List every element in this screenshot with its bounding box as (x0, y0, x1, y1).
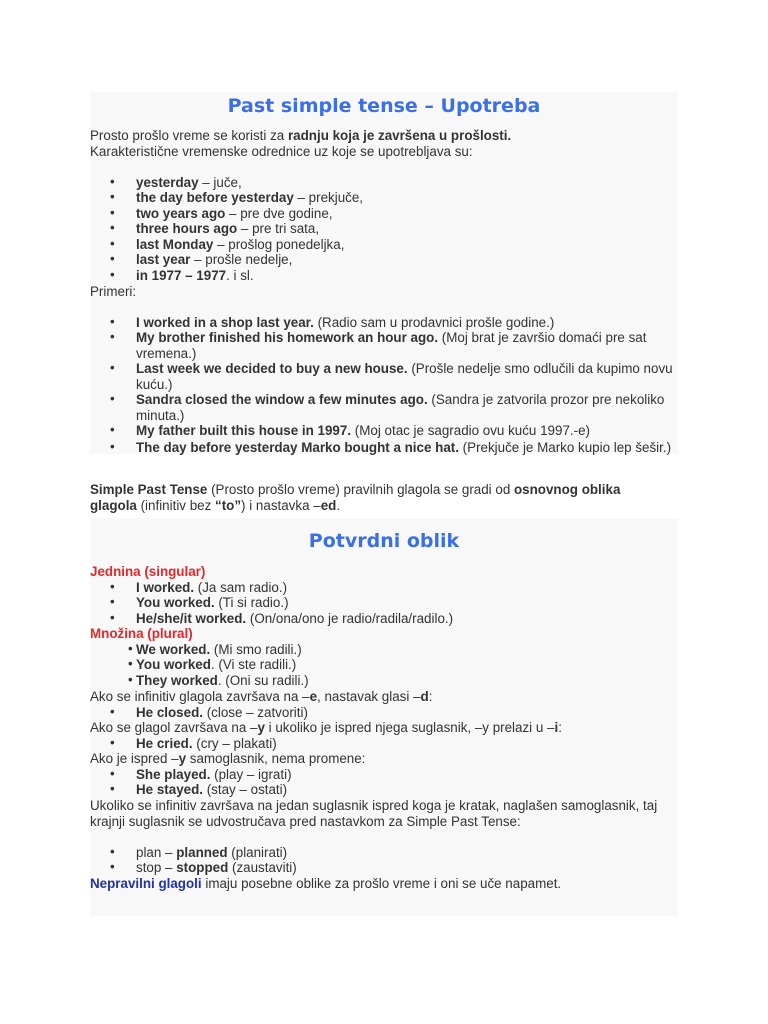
list-item: two years ago – pre dve godine, (136, 206, 333, 221)
section-title-affirmative: Potvrdni oblik (308, 530, 460, 552)
list-item: the day before yesterday – prekjuče, (136, 190, 364, 205)
bullet: • (110, 314, 115, 329)
list-item: in 1977 – 1977. i sl. (136, 268, 254, 283)
bullet: • (128, 656, 133, 671)
rule-double-line-2: krajnji suglasnik se udvostručava pred nastavkom za Simple Past Tense: (90, 814, 521, 829)
bullet: • (110, 704, 115, 719)
bullet: • (110, 267, 115, 282)
plural-label: Množina (plural) (90, 626, 193, 641)
list-item: last Monday – prošlog ponedeljka, (136, 237, 345, 252)
list-item: I worked in a shop last year. (Radio sam u prodavnici prošle godine.) (136, 315, 555, 330)
bullet: • (110, 594, 115, 609)
intro-line-1: Prosto prošlo vreme se koristi za radnju koja je završena u prošlosti. (90, 128, 512, 143)
bullet: • (110, 766, 115, 781)
list-item: Last week we decided to buy a new house. (Prošle nedelje smo odlučili da kupimo novu kuću.) (136, 361, 673, 392)
bullet: • (128, 641, 133, 656)
rule-double-line-1: Ukoliko se infinitiv završava na jedan suglasnik ispred koga je kratak, naglašen samoglasnik, taj (90, 798, 658, 813)
list-item: He stayed. (stay – ostati) (136, 782, 288, 797)
bullet: • (110, 329, 115, 344)
list-item: last year – prošle nedelje, (136, 252, 293, 267)
bullet: • (110, 251, 115, 266)
bullet: • (110, 610, 115, 625)
list-item: plan – planned (planirati) (136, 845, 288, 860)
section-title-usage: Past simple tense – Upotreba (227, 95, 541, 117)
bullet: • (128, 672, 133, 687)
bullet: • (110, 579, 115, 594)
list-item: My brother finished his homework an hour ago. (Moj brat je završio domaći pre sat vremena.) (136, 330, 647, 361)
bullet: • (110, 220, 115, 235)
list-item: You worked. (Vi ste radili.) (136, 657, 297, 672)
list-item: We worked. (Mi smo radili.) (136, 642, 302, 657)
example-y: He cried. (cry – plakati) (136, 736, 277, 751)
list-item: She played. (play – igrati) (136, 767, 292, 782)
formation-line-2: glagola (infinitiv bez “to”) i nastavka –ed. (90, 498, 341, 513)
list-item: I worked. (Ja sam radio.) (136, 580, 288, 595)
bullet: • (110, 391, 115, 406)
bullet: • (110, 236, 115, 251)
list-item: My father built this house in 1997. (Moj otac je sagradio ovu kuću 1997.-e) (136, 423, 590, 438)
list-item: The day before yesterday Marko bought a nice hat. (Prekjuče je Marko kupio lep šešir.) (136, 440, 672, 455)
intro-line-2: Karakteristične vremenske odrednice uz koje se upotrebljava su: (90, 144, 473, 159)
list-item: three hours ago – pre tri sata, (136, 221, 320, 236)
rule-e: Ako se infinitiv glagola završava na –e, nastavak glasi –d: (90, 689, 433, 704)
list-item: You worked. (Ti si radio.) (136, 595, 289, 610)
list-item: yesterday – juče, (136, 175, 242, 190)
rule-vowel-y: Ako je ispred –y samoglasnik, nema promene: (90, 751, 366, 766)
bullet: • (110, 205, 115, 220)
bullet: • (110, 859, 115, 874)
bullet: • (110, 781, 115, 796)
rule-y: Ako se glagol završava na –y i ukoliko je ispred njega suglasnik, –y prelazi u –i: (90, 720, 562, 735)
bullet: • (110, 360, 115, 375)
bullet: • (110, 735, 115, 750)
list-item: Sandra closed the window a few minutes ago. (Sandra je zatvorila prozor pre nekoliko minuta.) (136, 392, 665, 423)
examples-label: Primeri: (90, 284, 137, 299)
bullet: • (110, 189, 115, 204)
bullet: • (110, 174, 115, 189)
example-e: He closed. (close – zatvoriti) (136, 705, 308, 720)
bullet: • (110, 422, 115, 437)
bullet: • (110, 439, 115, 454)
bullet: • (110, 844, 115, 859)
list-item: He/she/it worked. (On/ona/ono je radio/radila/radilo.) (136, 611, 454, 626)
singular-label: Jednina (singular) (90, 564, 206, 579)
irregular-verbs-note: Nepravilni glagoli imaju posebne oblike za prošlo vreme i oni se uče napamet. (90, 876, 562, 891)
list-item: stop – stopped (zaustaviti) (136, 860, 297, 875)
list-item: They worked. (Oni su radili.) (136, 673, 309, 688)
formation-line-1: Simple Past Tense (Prosto prošlo vreme) pravilnih glagola se gradi od osnovnog oblika (90, 482, 621, 497)
